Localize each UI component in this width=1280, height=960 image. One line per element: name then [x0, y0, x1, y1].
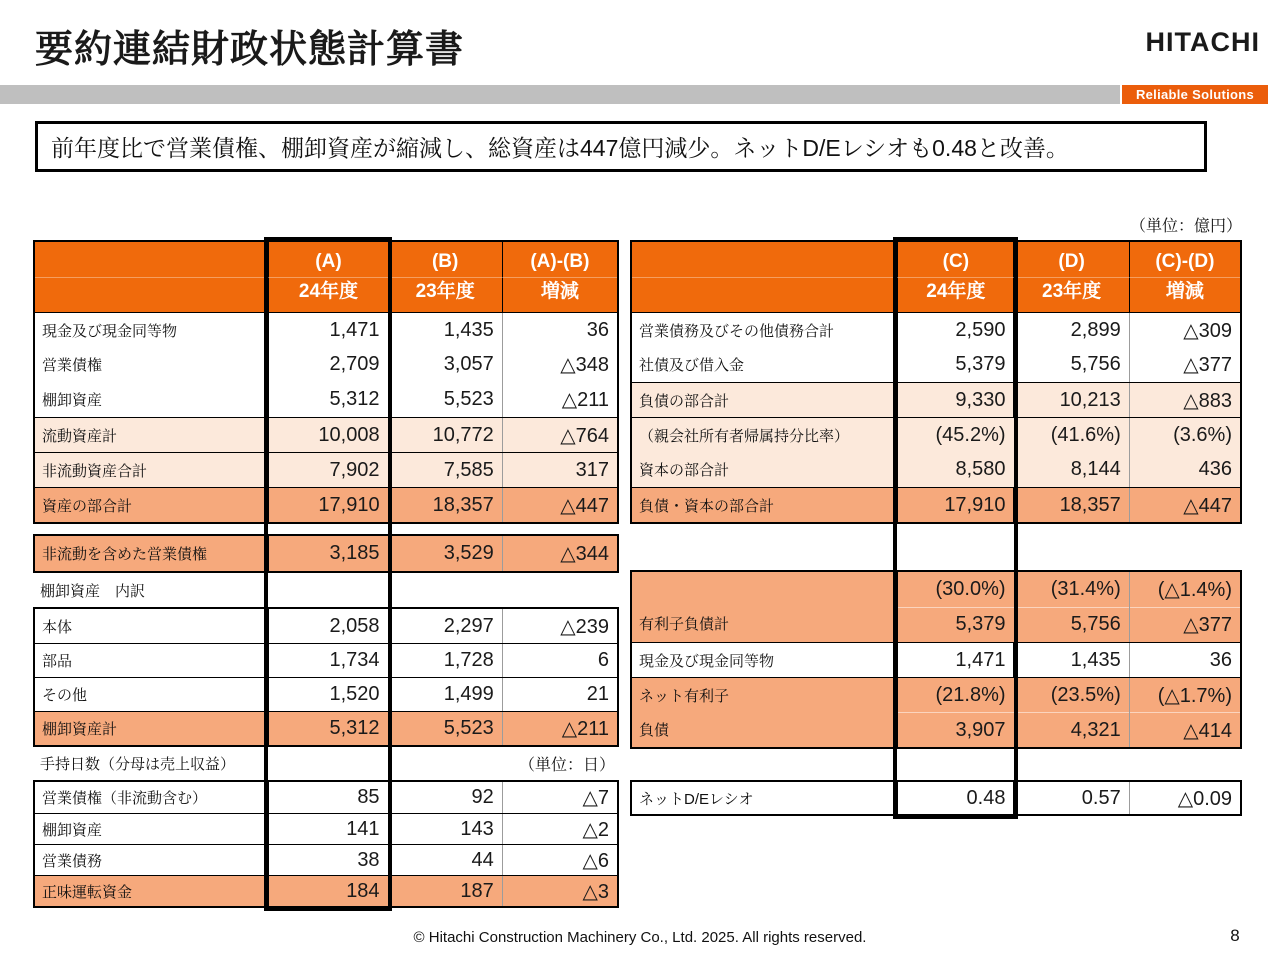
- value-diff: △447: [502, 488, 617, 522]
- copyright-text: © Hitachi Construction Machinery Co., Ltd. 2025. All rights reserved.: [413, 929, 867, 946]
- caption-text: 手持日数（分母は売上収益）: [40, 756, 236, 773]
- value-b: 3,057: [388, 347, 502, 382]
- table-row-days-payables: [35, 844, 617, 875]
- equity-ratio-label: （親会社所有者帰属持分比率）: [639, 427, 850, 445]
- value-a: 184: [268, 876, 387, 906]
- value-a: 10,008: [268, 418, 387, 452]
- row-label: 負債・資本の部合計: [639, 497, 775, 515]
- value-diff: 36: [502, 313, 617, 347]
- table-row-debt-total: [632, 572, 1240, 642]
- value-c: [897, 678, 1013, 747]
- page-title: 要約連結財政状態計算書: [35, 29, 465, 71]
- header-col-d-year: 23年度: [1042, 281, 1102, 302]
- hitachi-logo: HITACHI: [1145, 27, 1260, 57]
- summary-box: [35, 121, 1207, 172]
- table-row-noncurrent-assets-total: [35, 452, 617, 487]
- value-a: 38: [268, 845, 387, 875]
- equity-total-diff: 436: [1198, 458, 1232, 481]
- value-b: 10,772: [388, 418, 502, 452]
- value-d: 1,435: [1013, 643, 1128, 677]
- unit-note-days: （単位：日）: [518, 757, 615, 774]
- value-a: 2,058: [268, 609, 387, 643]
- row-label: 社債及び借入金: [639, 357, 745, 374]
- table-row-net-de-ratio: [632, 782, 1240, 814]
- value-b: 2,297: [388, 609, 502, 643]
- table-row-others: [35, 677, 617, 711]
- days-on-hand-caption: [33, 747, 619, 780]
- spacer: [630, 749, 1242, 780]
- value-a: 85: [268, 782, 387, 813]
- value-c: 17,910: [897, 488, 1013, 522]
- table-row-inventories: [35, 382, 617, 417]
- equity-ratio-diff: (3.6%): [1173, 423, 1232, 446]
- value-a: 1,734: [268, 644, 387, 677]
- row-label: ネットD/Eレシオ: [639, 790, 754, 808]
- value-b: 92: [388, 782, 502, 813]
- value-d: [1014, 418, 1129, 487]
- net-de-ratio-table: [630, 780, 1242, 816]
- value-c: 9,330: [897, 383, 1013, 417]
- row-label: 本体: [42, 618, 73, 636]
- table-row-trade-receivables: [35, 347, 617, 382]
- debt-total-d: 5,756: [1070, 613, 1121, 636]
- table-row-bonds-borrowings: [632, 347, 1240, 382]
- table-row-assets-total: [35, 487, 617, 522]
- header-col-b-code: (B): [431, 250, 459, 272]
- value-diff: △344: [502, 536, 617, 571]
- net-debt-c: 3,907: [955, 718, 1006, 741]
- table-row-equity-block: [632, 417, 1240, 487]
- value-b: 5,523: [388, 382, 502, 417]
- value-b: 18,357: [388, 488, 502, 522]
- value-d: 0.57: [1013, 782, 1128, 814]
- value-a: 5,312: [268, 712, 387, 745]
- equity-ratio-d: (41.6%): [1050, 423, 1121, 446]
- table-row-net-debt: [632, 677, 1240, 747]
- value-b: 7,585: [388, 453, 502, 487]
- table-row-days-inventory: [35, 813, 617, 844]
- header-col-b-year: 23年度: [415, 281, 475, 302]
- assets-table-header: [35, 242, 617, 312]
- value-diff: 36: [1129, 643, 1240, 677]
- table-row-receivables-incl-noncurrent: [35, 536, 617, 571]
- liabilities-table-header: [632, 242, 1240, 312]
- value-d: 18,357: [1013, 488, 1128, 522]
- header-divider: [35, 277, 617, 278]
- table-row-cash: [35, 312, 617, 347]
- row-label: 営業債務及びその他債務合計: [639, 322, 835, 340]
- row-label: 非流動資産合計: [42, 462, 148, 480]
- table-row-liabilities-equity-total: [632, 487, 1240, 522]
- table-row-parts: [35, 643, 617, 677]
- header-col-c-year: 24年度: [926, 281, 986, 302]
- page-number: 8: [1230, 926, 1240, 945]
- table-row-cash: [632, 642, 1240, 677]
- value-diff: △309: [1129, 313, 1240, 347]
- value-a: 3,185: [268, 536, 387, 571]
- equity-total-c: 8,580: [955, 458, 1006, 481]
- inventory-breakdown-caption: [33, 573, 619, 607]
- value-d: [1014, 572, 1129, 642]
- value-a: 5,312: [268, 382, 387, 417]
- debt-ratio-d: (31.4%): [1015, 572, 1129, 608]
- value-d: [1014, 678, 1129, 747]
- value-a: 141: [268, 814, 387, 844]
- row-label: [632, 678, 897, 747]
- value-c: 2,590: [897, 313, 1013, 347]
- row-label: 現金及び現金同等物: [639, 652, 775, 670]
- table-row-days-receivables: [35, 782, 617, 813]
- row-label: 非流動を含めた営業債権: [42, 546, 208, 563]
- debt-ratio-diff: (△1.4%): [1130, 572, 1240, 608]
- row-label: その他: [42, 687, 88, 704]
- row-label: 営業債権: [42, 357, 103, 374]
- table-row-trade-payables: [632, 312, 1240, 347]
- value-diff: △211: [502, 712, 617, 745]
- equity-total-d: 8,144: [1070, 458, 1121, 481]
- table-row-liabilities-total: [632, 382, 1240, 417]
- header-divider: [632, 277, 1240, 278]
- net-debt-d: 4,321: [1070, 718, 1121, 741]
- value-diff: △2: [502, 814, 617, 844]
- row-label: 営業債権（非流動含む）: [42, 790, 208, 807]
- table-row-machines: [35, 609, 617, 643]
- equity-ratio-c: (45.2%): [935, 423, 1006, 446]
- value-diff: △7: [502, 782, 617, 813]
- header-col-d-code: (D): [1058, 250, 1085, 272]
- header-col-diff-code: (A)-(B): [530, 250, 590, 272]
- row-label: 棚卸資産: [42, 392, 103, 409]
- row-label: 正味運転資金: [42, 883, 133, 901]
- value-b: 1,435: [388, 313, 502, 347]
- value-diff: 317: [502, 453, 617, 487]
- net-debt-ratio-d: (23.5%): [1015, 678, 1129, 713]
- net-debt-label-line1: ネット有利子: [639, 687, 730, 705]
- value-b: 1,499: [388, 678, 502, 711]
- value-b: 143: [388, 814, 502, 844]
- debt-total-diff: △377: [1183, 614, 1232, 637]
- equity-total-label: 資本の部合計: [639, 462, 730, 480]
- row-label: 流動資産計: [42, 427, 118, 445]
- value-diff: △764: [502, 418, 617, 452]
- value-diff: △883: [1129, 383, 1240, 417]
- row-label: 営業債務: [42, 852, 103, 870]
- value-b: 44: [388, 845, 502, 875]
- value-b: 5,523: [388, 712, 502, 745]
- value-diff: △447: [1129, 488, 1240, 522]
- net-debt-label-line2: 負債: [639, 722, 670, 740]
- caption-text: 棚卸資産 内訳: [40, 582, 146, 600]
- debt-total-c: 5,379: [955, 613, 1006, 636]
- value-diff: △239: [502, 609, 617, 643]
- value-diff: △377: [1129, 347, 1240, 382]
- value-diff: 6: [502, 644, 617, 677]
- net-debt-ratio-c: (21.8%): [898, 678, 1013, 713]
- row-label: 現金及び現金同等物: [42, 322, 178, 340]
- value-diff: △6: [502, 845, 617, 875]
- table-row-current-assets-total: [35, 417, 617, 452]
- value-a: 17,910: [268, 488, 387, 522]
- value-diff: [1129, 572, 1240, 642]
- value-diff: [1129, 678, 1240, 747]
- value-c: 1,471: [897, 643, 1013, 677]
- unit-note-oku: （単位：億円）: [1129, 218, 1242, 235]
- value-diff: [1129, 418, 1240, 487]
- value-d: 5,756: [1013, 347, 1128, 382]
- row-label: [632, 418, 897, 487]
- row-label: 棚卸資産計: [42, 721, 118, 738]
- net-debt-ratio-diff: (△1.7%): [1130, 678, 1240, 713]
- net-debt-diff: △414: [1183, 719, 1232, 742]
- row-label: 負債の部合計: [639, 392, 730, 410]
- value-a: 7,902: [268, 453, 387, 487]
- value-b: 187: [388, 876, 502, 906]
- header-col-diff-label: 増減: [540, 281, 579, 302]
- value-diff: △348: [502, 347, 617, 382]
- receivables-incl-noncurrent-table: [33, 534, 619, 573]
- value-a: 1,471: [268, 313, 387, 347]
- value-c: 0.48: [897, 782, 1013, 814]
- table-row-inventory-total: [35, 711, 617, 745]
- divider-bar: [0, 85, 1120, 104]
- header-col-a-code: (A): [315, 250, 342, 272]
- value-b: 1,728: [388, 644, 502, 677]
- assets-table-group: [33, 240, 619, 908]
- value-d: 10,213: [1013, 383, 1128, 417]
- row-label: 有利子負債計: [639, 616, 730, 633]
- spacer: [630, 524, 1242, 570]
- row-label: 棚卸資産: [42, 821, 103, 839]
- header-col-diff-code: (C)-(D): [1155, 250, 1215, 272]
- value-diff: △3: [502, 876, 617, 906]
- debt-ratio-c: (30.0%): [898, 572, 1013, 608]
- interest-bearing-debt-table: [630, 570, 1242, 749]
- spacer: [33, 524, 619, 534]
- header-col-diff-label: 増減: [1165, 281, 1204, 302]
- value-diff: △211: [502, 382, 617, 417]
- header-col-a-year: 24年度: [298, 281, 359, 302]
- inventory-breakdown-table: [33, 607, 619, 747]
- summary-text: 前年度比で営業債権、棚卸資産が縮減し、総資産は447億円減少。ネットD/Eレシオも0.48と改善。: [51, 135, 1069, 161]
- value-c: [897, 418, 1013, 487]
- value-diff: 21: [502, 678, 617, 711]
- assets-table: [33, 240, 619, 524]
- value-a: 2,709: [268, 347, 387, 382]
- value-a: 1,520: [268, 678, 387, 711]
- liabilities-table-group: [630, 240, 1242, 816]
- value-c: 5,379: [897, 347, 1013, 382]
- value-c: [897, 572, 1013, 642]
- row-label: 部品: [42, 653, 73, 670]
- value-d: 2,899: [1013, 313, 1128, 347]
- days-on-hand-table: [33, 780, 619, 908]
- row-label: 資産の部合計: [42, 497, 133, 515]
- reliable-solutions-badge: Reliable Solutions: [1122, 85, 1268, 104]
- table-row-net-working-capital: [35, 875, 617, 906]
- value-diff: △0.09: [1129, 782, 1240, 814]
- liabilities-table: [630, 240, 1242, 524]
- value-b: 3,529: [388, 536, 502, 571]
- header-col-c-code: (C): [942, 250, 970, 272]
